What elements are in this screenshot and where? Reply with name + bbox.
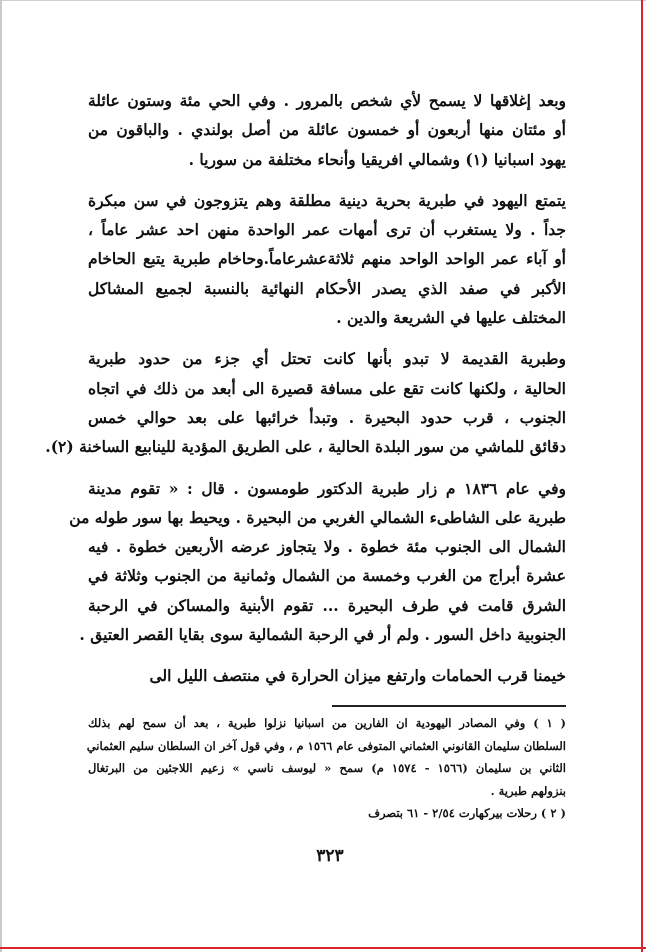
page-border-top — [0, 0, 646, 1]
text-line: الجنوبية داخل السور . ولم أر في الرحبة الشمالية سوى بقايا القصر العتيق . — [79, 625, 566, 645]
text-line: جداً . ولا يستغرب أن ترى أمهات عمر الواحدة منهن احد عشر عاماً ، — [88, 220, 566, 240]
text-line: دقائق للماشي من سور البلدة الحالية ، على الطريق المؤدية للينابيع الساخنة (٢). — [45, 437, 566, 457]
text-line: الأكبر في صفد الذي يصدر الأحكام النهائية بالنسبة لجميع المشاكل — [88, 278, 566, 298]
text-line: خيمنا قرب الحمامات وارتفع ميزان الحرارة في منتصف الليل الى — [149, 666, 566, 686]
page-border-left — [0, 0, 2, 952]
text-line: وطبرية القديمة لا تبدو بأنها كانت تحتل أي جزء من حدود طبرية — [88, 349, 566, 369]
footnote-separator — [332, 705, 566, 707]
text-line: يهود اسبانيا (١) وشمالي افريقيا وأنحاء مختلفة من سوريا . — [188, 149, 566, 169]
paragraph-5 — [88, 661, 566, 690]
page-body — [45, 86, 566, 691]
text-line: وبعد إغلاقها لا يسمح لأي شخص بالمرور . وفي الحي مئة وستون عائلة — [88, 91, 566, 110]
footnote-line: الثاني بن سليمان (١٥٦٦ - ١٥٧٤ م) سمح « ليوسف ناسي » زعيم اللاجئين من البرتغال — [88, 761, 566, 775]
page-border-bottom — [0, 947, 646, 949]
footnote-line: ( ٢ ) رحلات بيركهارت ٢/٥٤ - ٦١ بتصرف — [368, 806, 566, 820]
footnotes — [88, 712, 566, 825]
text-line: المختلف عليها في الشريعة والدين . — [336, 308, 566, 328]
text-line: الحالية ، ولكنها كانت تقع على مسافة قصيرة الى أبعد من ذلك في اتجاه — [88, 378, 566, 398]
text-line: الشرق قامت في طرف البحيرة ... تقوم الأبنية والمساكن في الرحبة — [88, 595, 566, 615]
text-line: طبرية على الشاطىء الشمالي الغربي من البحيرة . ويحيط بها سور طوله من — [69, 507, 566, 527]
text-line: الجنوب ، قرب حدود البحيرة . وتبدأ خرائبها على بعد حوالي خمس — [88, 407, 566, 427]
text-line: يتمتع اليهود في طبرية بحرية دينية مطلقة وهم يتزوجون في سن مبكرة — [88, 190, 566, 210]
text-line: وفي عام ١٨٣٦ م زار طبرية الدكتور طومسون . قال : « تقوم مدينة — [88, 478, 566, 498]
paragraph-3 — [45, 344, 566, 461]
paragraph-1 — [88, 86, 566, 174]
paragraph-4 — [69, 474, 566, 650]
page-border-right — [641, 0, 643, 952]
footnote-line: السلطان سليمان القانوني العثماني المتوفى عام ١٥٦٦ م ، وفي قول آخر ان السلطان سليم العثماني — [86, 738, 566, 753]
footnote-line: بنزولهم طبرية . — [490, 783, 566, 798]
text-line: أو مئتان منها أربعون أو خمسون عائلة من أصل بولندي . والباقون من — [88, 120, 566, 140]
text-line: أو آباء عمر الواحد الواحد منهم ثلاثةعشرعاماً.وحاخام طبرية يتبع الحاخام — [88, 249, 566, 269]
page-number: ٣٢٣ — [316, 846, 344, 866]
text-line: عشرة أبراج من الغرب وخمسة من الشمال وثمانية من الجنوب وثلاثة في — [88, 566, 566, 586]
footnote-line: ( ١ ) وفي المصادر اليهودية ان الفارين من اسبانيا نزلوا طبرية ، بعد أن سمح لهم بذلك — [88, 716, 566, 730]
text-line: الشمال الى الجنوب مئة خطوة . ولا يتجاوز عرضه الأربعين خطوة . فيه — [88, 537, 566, 557]
paragraph-2 — [88, 186, 566, 332]
